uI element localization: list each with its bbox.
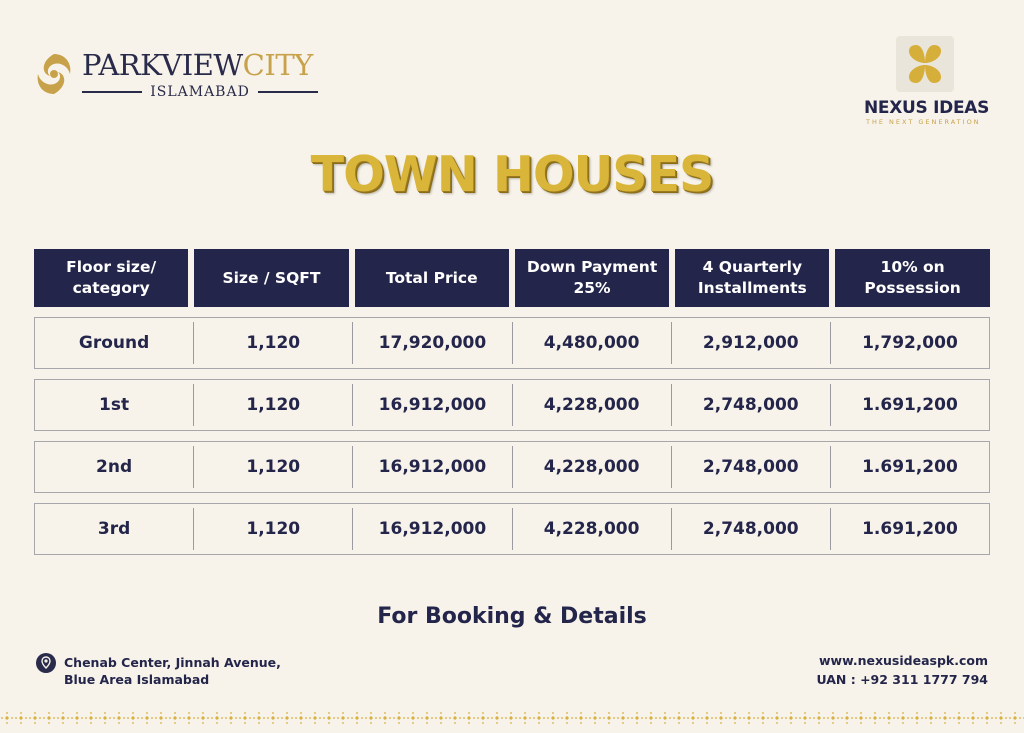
cell-down-payment: 4,228,000 (512, 446, 671, 488)
cell-size: 1,120 (193, 508, 352, 550)
website-link[interactable]: www.nexusideaspk.com (819, 653, 988, 668)
uan-number: UAN : +92 311 1777 794 (816, 672, 988, 687)
cell-down-payment: 4,228,000 (512, 508, 671, 550)
divider-line (82, 91, 142, 93)
cell-floor: 3rd (97, 519, 131, 539)
table-row (34, 379, 990, 431)
cell-installments: 2,748,000 (671, 446, 830, 488)
header-size-sqft: Size / SQFT (194, 249, 348, 307)
header-total-price: Total Price (355, 249, 509, 307)
divider-line (258, 91, 318, 93)
table-row (34, 441, 990, 493)
cell-down-payment: 4,228,000 (512, 384, 671, 426)
logo-subtitle (82, 82, 318, 102)
cell-total-price: 16,912,000 (352, 384, 511, 426)
cell-floor: 2nd (96, 457, 133, 477)
logo-subtitle-text: ISLAMABAD (150, 84, 250, 100)
address-line-1: Chenab Center, Jinnah Avenue, (64, 655, 281, 670)
table-header (34, 249, 990, 307)
decorative-border (0, 710, 1024, 726)
nexus-mark-icon (896, 36, 954, 92)
cell-down-payment: 4,480,000 (512, 322, 671, 364)
header-possession: 10% on Possession (835, 249, 989, 307)
table-row (34, 317, 990, 369)
address-text (64, 654, 281, 688)
nexus-ideas-tagline: THE NEXT GENERATION (866, 118, 981, 126)
address-block (36, 653, 336, 693)
cell-installments: 2,748,000 (671, 384, 830, 426)
cell-size: 1,120 (193, 384, 352, 426)
page-title: TOWN HOUSES (310, 146, 714, 203)
cell-size: 1,120 (193, 446, 352, 488)
table-row (34, 503, 990, 555)
cell-possession: 1,792,000 (830, 322, 989, 364)
header-quarterly-installments: 4 Quarterly Installments (675, 249, 829, 307)
cell-floor: Ground (78, 333, 150, 353)
cell-size: 1,120 (193, 322, 352, 364)
cell-possession: 1.691,200 (830, 446, 989, 488)
booking-heading: For Booking & Details (377, 604, 647, 629)
cell-total-price: 16,912,000 (352, 508, 511, 550)
contact-block (816, 651, 988, 689)
wordmark-parkview: PARKVIEW (82, 48, 243, 82)
cell-installments: 2,912,000 (671, 322, 830, 364)
parkview-city-wordmark (82, 46, 313, 84)
price-table (34, 249, 990, 555)
cell-total-price: 17,920,000 (352, 322, 511, 364)
header-down-payment: Down Payment 25% (515, 249, 669, 307)
cell-possession: 1.691,200 (830, 508, 989, 550)
cell-floor: 1st (99, 395, 130, 415)
nexus-ideas-title: NEXUS IDEAS (864, 98, 990, 118)
wordmark-city: CITY (242, 48, 313, 82)
parkview-swirl-icon (32, 50, 76, 98)
cell-installments: 2,748,000 (671, 508, 830, 550)
header-floor-category: Floor size/ category (34, 249, 188, 307)
nexus-ideas-logo (856, 36, 992, 128)
parkview-city-logo (32, 46, 322, 106)
cell-total-price: 16,912,000 (352, 446, 511, 488)
cell-possession: 1.691,200 (830, 384, 989, 426)
address-line-2: Blue Area Islamabad (64, 672, 210, 687)
location-pin-icon (36, 653, 56, 673)
